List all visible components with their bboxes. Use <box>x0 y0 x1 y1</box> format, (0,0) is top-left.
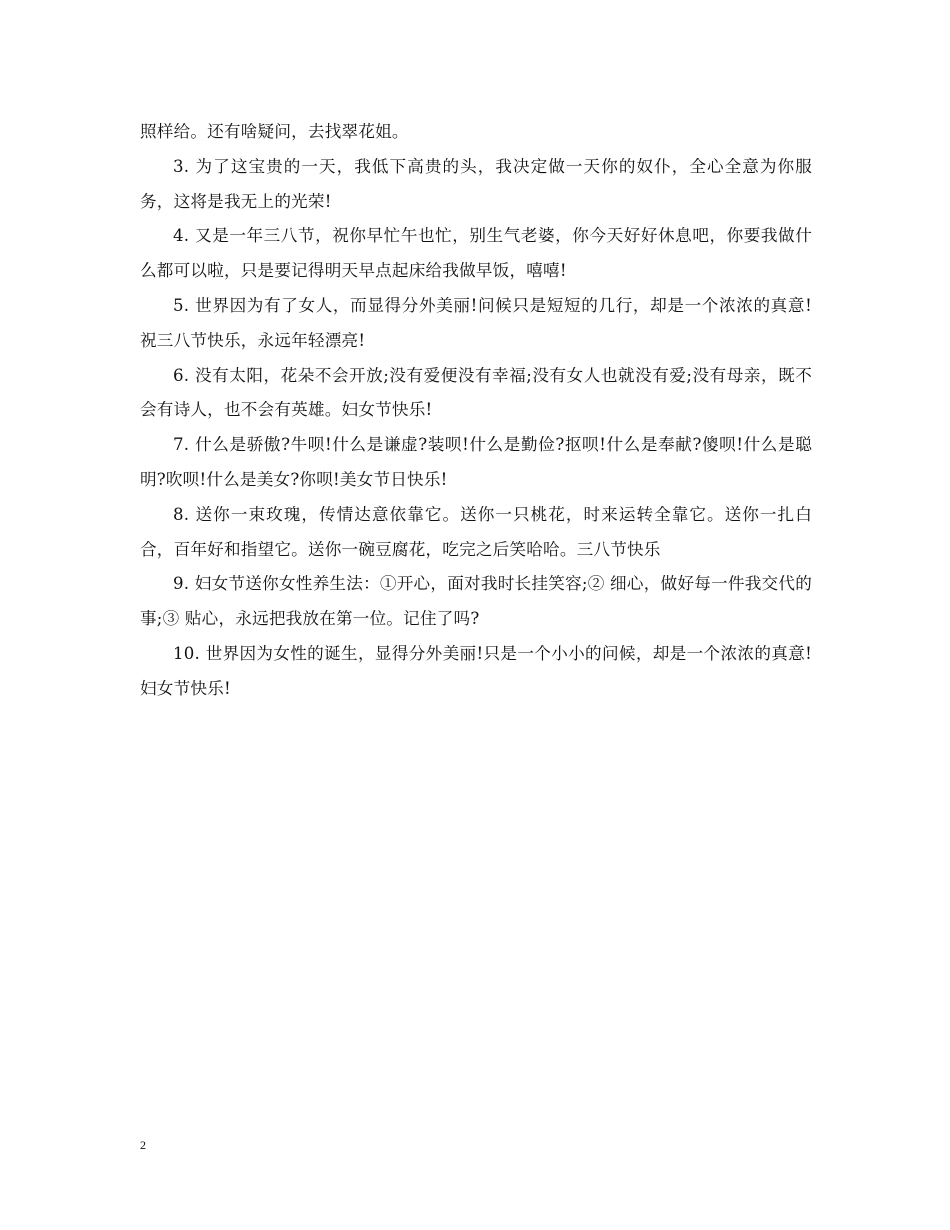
paragraph-item-10: 10. 世界因为女性的诞生，显得分外美丽!只是一个小小的问候，却是一个浓浓的真意!妇女节快乐! <box>140 643 812 698</box>
page-number: 2 <box>140 1138 146 1152</box>
paragraph-continuation: 照样给。还有啥疑问，去找翠花姐。 <box>140 122 409 141</box>
paragraph-item-8: 8. 送你一束玫瑰，传情达意依靠它。送你一只桃花，时来运转全靠它。送你一扎白合，百年好和指望它。送你一碗豆腐花，吃完之后笑哈哈。三八节快乐 <box>140 504 812 559</box>
paragraph-item-6: 6. 没有太阳，花朵不会开放;没有爱便没有幸福;没有女人也就没有爱;没有母亲，既不会有诗人，也不会有英雄。妇女节快乐! <box>140 365 812 420</box>
document-body <box>140 115 812 707</box>
paragraph-item-3: 3. 为了这宝贵的一天，我低下高贵的头，我决定做一天你的奴仆，全心全意为你服务，这将是我无上的光荣! <box>140 156 812 211</box>
paragraph-item-9: 9. 妇女节送你女性养生法：①开心，面对我时长挂笑容;② 细心，做好每一件我交代的事;③ 贴心，永远把我放在第一位。记住了吗? <box>140 574 812 629</box>
paragraph-item-7: 7. 什么是骄傲?牛呗!什么是谦虚?装呗!什么是勤俭?抠呗!什么是奉献?傻呗!什么是聪明?吹呗!什么是美女?你呗!美女节日快乐! <box>140 435 812 489</box>
paragraph-item-5: 5. 世界因为有了女人，而显得分外美丽!问候只是短短的几行，却是一个浓浓的真意!祝三八节快乐，永远年轻漂亮! <box>140 295 812 350</box>
paragraph-item-4: 4. 又是一年三八节，祝你早忙午也忙，别生气老婆，你今天好好休息吧，你要我做什么都可以啦，只是要记得明天早点起床给我做早饭，嘻嘻! <box>140 226 812 281</box>
